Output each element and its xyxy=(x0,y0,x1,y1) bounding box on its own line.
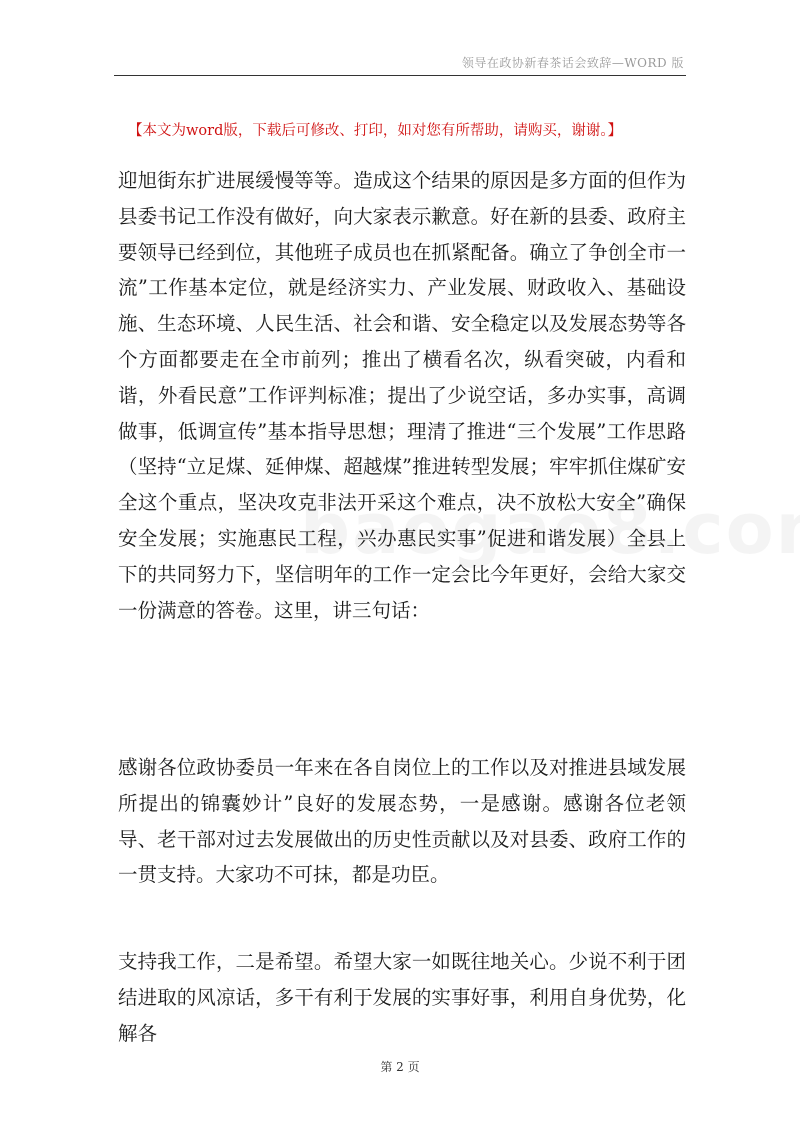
purchase-notice: 【本文为word版，下载后可修改、打印，如对您有所帮助，请购买，谢谢。】 xyxy=(128,123,623,139)
header-title: 领导在政协新春茶话会致辞—WORD 版 xyxy=(461,56,684,70)
header-divider xyxy=(114,75,686,76)
body-paragraph-3: 支持我工作，二是希望。希望大家一如既往地关心。少说不利于团结进取的风凉话，多干有利于发展的实事好事，利用自身优势，化解各 xyxy=(118,950,686,1045)
body-paragraph-1: 迎旭街东扩进展缓慢等等。造成这个结果的原因是多方面的但作为县委书记工作没有做好，向大家表示歉意。好在新的县委、政府主要领导已经到位，其他班子成员也在抓紧配备。确立了争创全市一流”工作基本定位，就是经济实力、产业发展、财政收入、基础设施、生态环境、人民生活、社会和谐、安全稳定以及发展态势等各个方面都要走在全市前列；推出了横看名次，纵看突破，内看和谐，外看民意”工作评判标准；提出了少说空话，多办实事，高调做事，低调宣传”基本指导思想；理清了推进“三个发展”工作思路（坚持“立足煤、延伸煤、超越煤”推进转型发展；牢牢抓住煤矿安全这个重点，坚决攻克非法开采这个难点，决不放松大安全”确保安全发展；实施惠民工程，兴办惠民实事”促进和谐发展）全县上下的共同努力下，坚信明年的工作一定会比今年更好，会给大家交一份满意的答卷。这里，讲三句话： xyxy=(118,169,686,622)
page-number: 第 2 页 xyxy=(380,1060,420,1074)
body-paragraph-2: 感谢各位政协委员一年来在各自岗位上的工作以及对推进县域发展所提出的锦囊妙计”良好的发展态势，一是感谢。感谢各位老领导、老干部对过去发展做出的历史性贡献以及对县委、政府工作的一贯支持。大家功不可抹，都是功臣。 xyxy=(118,756,686,887)
